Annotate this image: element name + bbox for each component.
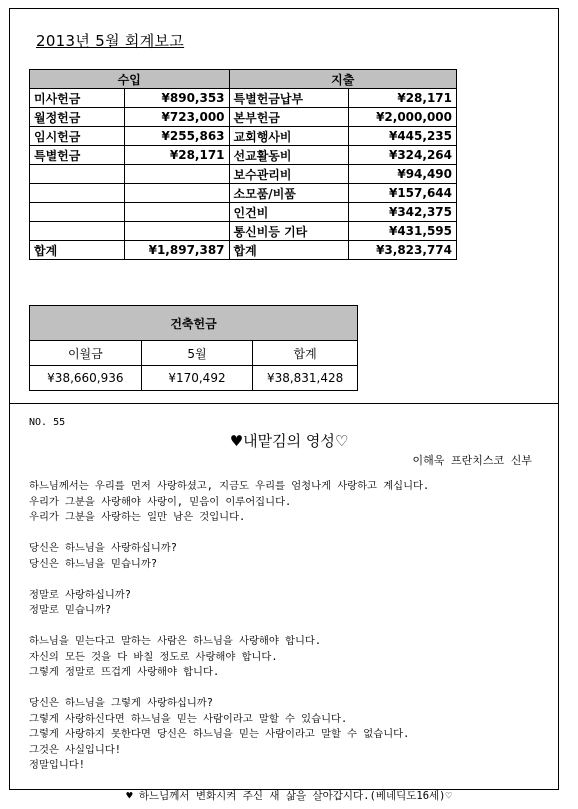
column-may: 5월 <box>141 341 253 366</box>
expense-amount: ¥2,000,000 <box>349 108 457 127</box>
expense-label: 본부헌금 <box>229 108 349 127</box>
building-fund-table <box>29 305 358 391</box>
finance-row <box>30 222 457 241</box>
section-divider <box>9 403 559 404</box>
finance-table <box>29 69 457 260</box>
income-amount: ¥723,000 <box>124 108 229 127</box>
sermon-line: 당신은 하느님을 믿습니까? <box>29 557 158 570</box>
expense-total: ¥3,823,774 <box>349 241 457 260</box>
income-label: 특별헌금 <box>30 146 125 165</box>
column-total: 합계 <box>253 341 358 366</box>
income-total-label: 합계 <box>30 241 125 260</box>
income-label <box>30 184 125 203</box>
value-total: ¥38,831,428 <box>253 366 358 391</box>
income-header: 수입 <box>30 70 230 89</box>
report-title: 2013년 5월 회계보고 <box>36 32 185 50</box>
income-amount <box>124 203 229 222</box>
building-fund-columns <box>30 341 358 366</box>
expense-label: 통신비등 기타 <box>229 222 349 241</box>
income-amount: ¥28,171 <box>124 146 229 165</box>
sermon-line: 정말로 믿습니까? <box>29 604 112 616</box>
sermon-line: 정말로 사랑하십니까? <box>29 588 131 601</box>
finance-row <box>30 165 457 184</box>
income-label: 임시헌금 <box>30 127 125 146</box>
sermon-line: 당신은 하느님을 사랑하십니까? <box>29 542 177 554</box>
income-amount <box>124 165 229 184</box>
income-label <box>30 222 125 241</box>
expense-label: 교회행사비 <box>229 127 349 146</box>
expense-amount: ¥342,375 <box>349 203 457 222</box>
income-amount <box>124 222 229 241</box>
column-carryover: 이월금 <box>30 341 142 366</box>
expense-header: 지출 <box>229 70 456 89</box>
finance-row <box>30 108 457 127</box>
sermon-author: 이해욱 프란치스코 신부 <box>412 454 532 467</box>
sermon-title: ♥내맡김의 영성♡ <box>229 432 349 450</box>
building-fund-values <box>30 366 358 391</box>
finance-row <box>30 146 457 165</box>
expense-amount: ¥157,644 <box>349 184 457 203</box>
expense-label: 인건비 <box>229 203 349 222</box>
total-row <box>30 241 457 260</box>
expense-amount: ¥94,490 <box>349 165 457 184</box>
expense-amount: ¥28,171 <box>349 89 457 108</box>
sermon-line: 하느님께서는 우리를 먼저 사랑하셨고, 지금도 우리를 엄청나게 사랑하고 계십니다. <box>29 480 430 492</box>
sermon-line: 그렇게 사랑하지 못한다면 당신은 하느님을 믿는 사람이라고 말할 수 없습니다. <box>29 728 410 740</box>
sermon-line: 하느님을 믿는다고 말하는 사람은 하느님을 사랑해야 합니다. <box>29 635 322 647</box>
sermon-line: 그렇게 정말로 뜨겁게 사랑해야 합니다. <box>29 666 220 678</box>
finance-row <box>30 89 457 108</box>
sermon-line: 우리가 그분을 사랑해야 사랑이, 믿음이 이루어집니다. <box>29 495 292 508</box>
sermon-line <box>29 526 549 542</box>
income-label <box>30 165 125 184</box>
sermon-line: 정말입니다! <box>29 759 85 771</box>
income-amount: ¥890,353 <box>124 89 229 108</box>
sermon-line: 자신의 모든 것을 다 바칠 정도로 사랑해야 합니다. <box>29 650 278 663</box>
value-may: ¥170,492 <box>141 366 253 391</box>
issue-number: NO. 55 <box>29 417 66 428</box>
building-fund-header: 건축헌금 <box>30 306 358 341</box>
expense-label: 선교활동비 <box>229 146 349 165</box>
income-total: ¥1,897,387 <box>124 241 229 260</box>
expense-amount: ¥431,595 <box>349 222 457 241</box>
sermon-line: 당신은 하느님을 그렇게 사랑하십니까? <box>29 697 213 709</box>
footer-text: ♥ 하느님께서 변화시켜 주신 새 삶을 살아갑시다.(베네딕도16세)♡ <box>126 790 452 802</box>
expense-label: 특별헌금납부 <box>229 89 349 108</box>
income-amount <box>124 184 229 203</box>
sermon-line: 우리가 그분을 사랑하는 일만 남은 것입니다. <box>29 511 246 523</box>
sermon-line <box>29 572 549 588</box>
sermon-line <box>29 681 549 697</box>
sermon-line: 그것은 사실입니다! <box>29 743 121 756</box>
sermon-line <box>29 619 549 635</box>
finance-row <box>30 203 457 222</box>
income-label <box>30 203 125 222</box>
expense-total-label: 합계 <box>229 241 349 260</box>
expense-label: 소모품/비품 <box>229 184 349 203</box>
income-label: 월정헌금 <box>30 108 125 127</box>
sermon-body <box>29 479 549 774</box>
sermon-line: 그렇게 사랑하신다면 하느님을 믿는 사람이라고 말할 수 있습니다. <box>29 712 348 725</box>
expense-label: 보수관리비 <box>229 165 349 184</box>
expense-amount: ¥324,264 <box>349 146 457 165</box>
value-carryover: ¥38,660,936 <box>30 366 142 391</box>
expense-amount: ¥445,235 <box>349 127 457 146</box>
income-amount: ¥255,863 <box>124 127 229 146</box>
finance-row <box>30 127 457 146</box>
finance-row <box>30 184 457 203</box>
income-label: 미사헌금 <box>30 89 125 108</box>
